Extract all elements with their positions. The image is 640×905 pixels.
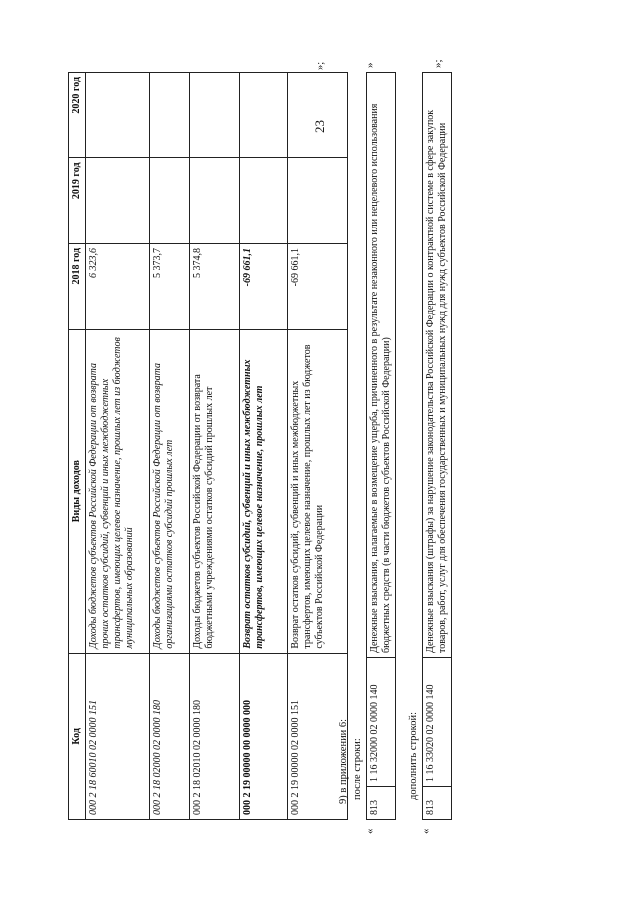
row-2019 — [190, 158, 240, 243]
table-row — [240, 73, 288, 820]
close-quote: »; — [432, 59, 444, 68]
row-2018: 6 323,6 — [86, 243, 150, 329]
header-2020: 2020 год — [69, 73, 86, 159]
row-2020 — [150, 73, 190, 159]
row-add-table — [422, 72, 452, 820]
row-2018: 5 374,8 — [190, 243, 240, 329]
row-2019 — [150, 158, 190, 243]
item-9-heading: 9) в приложении 6: — [338, 718, 349, 804]
row-code: 1 16 32000 02 0000 140 — [367, 658, 396, 787]
row-name: Доходы бюджетов субъектов Российской Федерации от возврата организациями остатков субсидий прошлых лет — [150, 329, 190, 653]
add-rows-label: дополнить строкой: — [408, 711, 419, 800]
row-2018: 5 373,7 — [150, 243, 190, 329]
table-row — [150, 73, 190, 820]
header-name: Виды доходов — [69, 329, 86, 653]
table-row — [367, 73, 396, 820]
row-name: Возврат остатков субсидий, субвенций и иных межбюджетных трансфертов, имеющих целевое назначение, прошлых лет из бюджетов субъектов Российской Федерации — [288, 329, 348, 653]
page-number: 23 — [312, 120, 327, 133]
close-quote: » — [364, 62, 376, 68]
row-num: 813 — [423, 787, 452, 820]
open-quote: « — [420, 828, 432, 834]
row-2019 — [86, 158, 150, 243]
row-2020 — [86, 73, 150, 159]
row-text: Денежные взыскания, налагаемые в возмещение ущерба, причиненного в результате незаконного или нецелевого использования бюджетных средств (в части бюджетов субъектов Российской Федерации) — [367, 73, 396, 658]
header-2019: 2019 год — [69, 158, 86, 243]
row-code: 000 2 18 60010 02 0000 151 — [86, 653, 150, 819]
row-num: 813 — [367, 787, 396, 820]
table-row — [190, 73, 240, 820]
row-2020 — [190, 73, 240, 159]
header-2018: 2018 год — [69, 243, 86, 329]
table-row — [86, 73, 150, 820]
row-2018: -69 661,1 — [288, 243, 348, 329]
after-rows-label: после строки: — [352, 738, 363, 800]
table-row — [423, 73, 452, 820]
row-code: 000 2 19 00000 02 0000 151 — [288, 653, 348, 819]
row-name: Возврат остатков субсидий, субвенций и иных межбюджетных трансфертов, имеющих целевое назначение, прошлых лет — [240, 329, 288, 653]
row-code: 000 2 18 02010 02 0000 180 — [190, 653, 240, 819]
row-code: 000 2 18 02000 02 0000 180 — [150, 653, 190, 819]
header-code: Код — [69, 653, 86, 819]
row-2019 — [240, 158, 288, 243]
row-after-table — [366, 72, 396, 820]
table-header-row — [69, 73, 86, 820]
row-2018: -69 661,1 — [240, 243, 288, 329]
open-quote: « — [364, 828, 376, 834]
row-code: 000 2 19 00000 00 0000 000 — [240, 653, 288, 819]
row-2020 — [240, 73, 288, 159]
table-row — [288, 73, 348, 820]
rotated-content — [60, 60, 470, 840]
row-text: Денежные взыскания (штрафы) за нарушение законодательства Российской Федерации о контрактной системе в сфере закупок товаров, работ, услуг для обеспечения государственных и муниципальных нужд для нужд субъектов Российской Федерации — [423, 73, 452, 658]
row-2020 — [288, 73, 348, 159]
row-name: Доходы бюджетов субъектов Российской Федерации от возврата бюджетными учреждениями остатков субсидий прошлых лет — [190, 329, 240, 653]
row-name: Доходы бюджетов субъектов Российской Федерации от возврата прочих остатков субсидий, субвенций и иных межбюджетных трансфертов, имеющих целевое назначение, прошлых лет из бюджетов муниципальных образований — [86, 329, 150, 653]
row-2019 — [288, 158, 348, 243]
income-table — [68, 72, 348, 820]
row-code: 1 16 33020 02 0000 140 — [423, 658, 452, 787]
table-end-mark: »; — [315, 61, 326, 70]
